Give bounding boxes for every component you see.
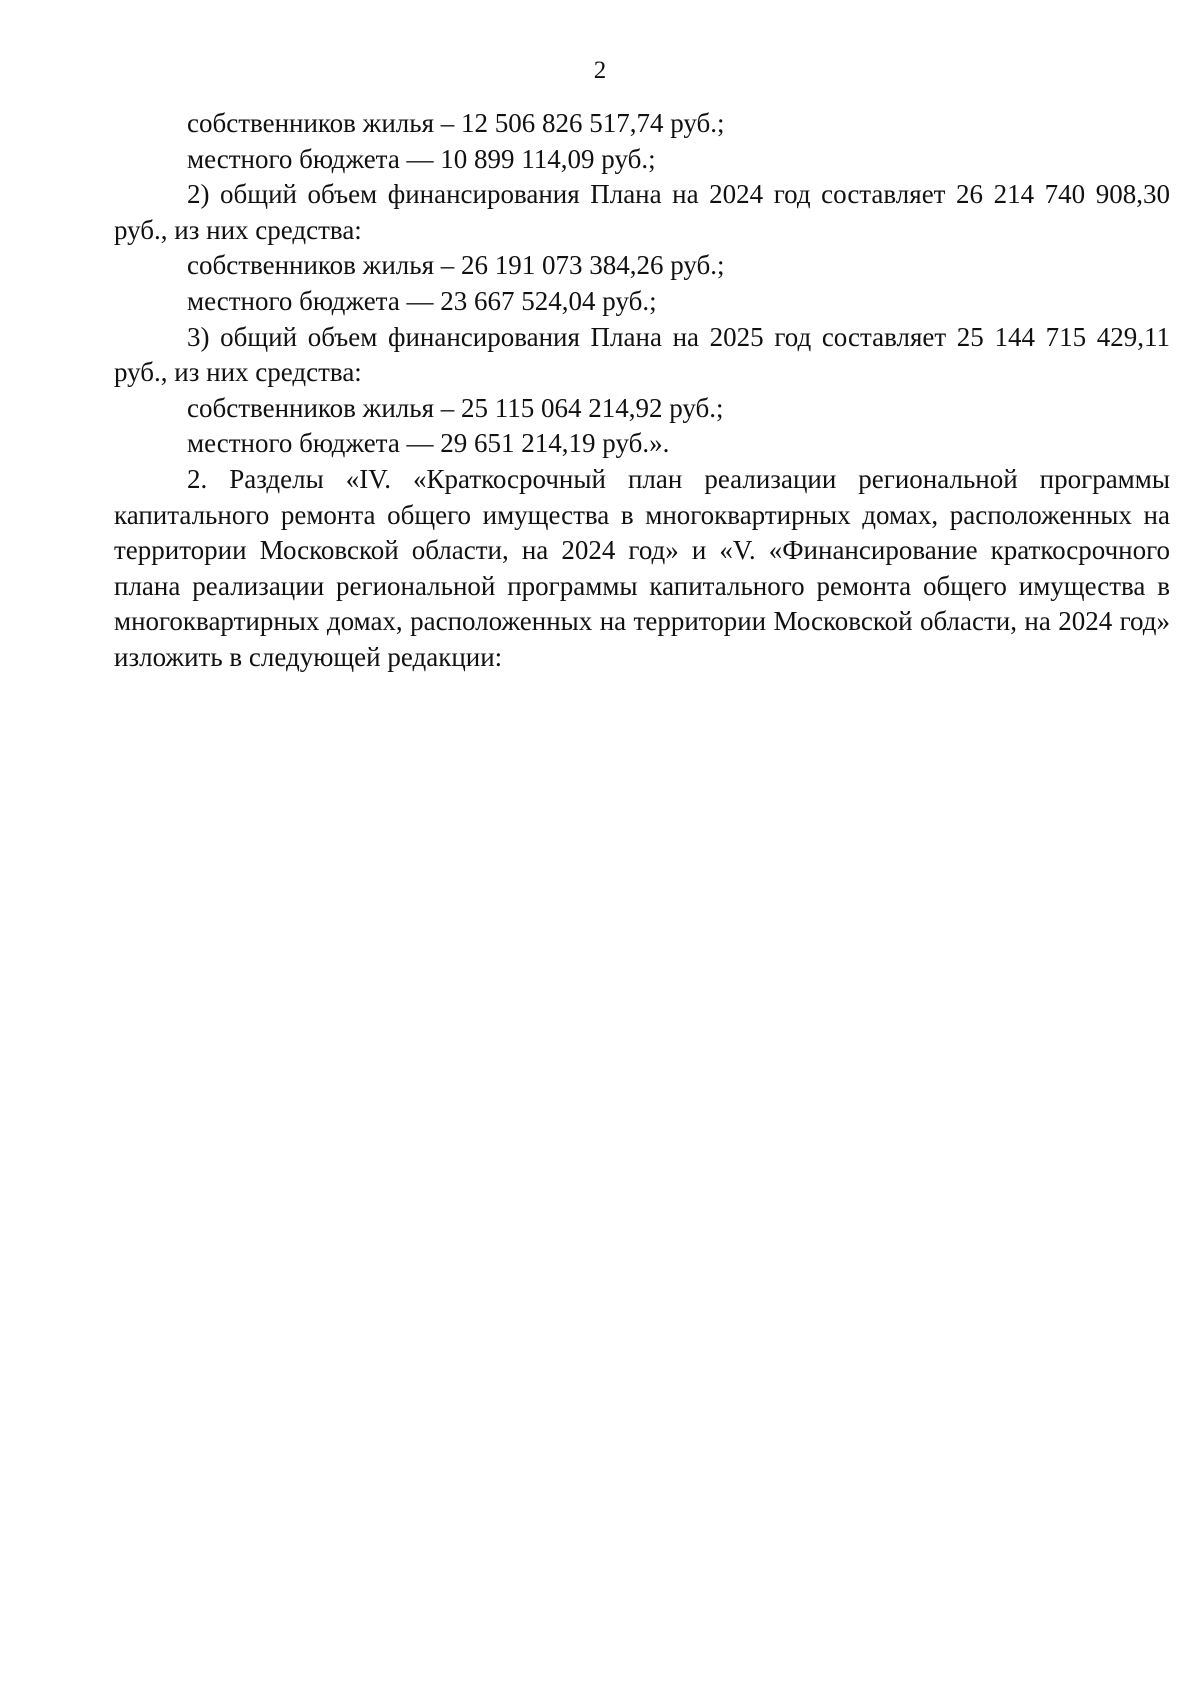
local-budget-line-2025: местного бюджета — 29 651 214,19 руб.».	[187, 428, 670, 459]
page-number: 2	[593, 57, 607, 84]
paragraph-plan-2025: 3) общий объем финансирования Плана на 2025 год составляет 25 144 715 429,11 руб., из них средства:	[114, 321, 1170, 388]
owners-funds-line-2025: собственников жилья – 25 115 064 214,92 руб.;	[187, 392, 724, 423]
paragraph-plan-2024: 2) общий объем финансирования Плана на 2024 год составляет 26 214 740 908,30 руб., из них средства:	[114, 179, 1170, 245]
owners-funds-line-2024: собственников жилья – 26 191 073 384,26 руб.;	[187, 250, 725, 281]
paragraph-sections-amendment: 2. Разделы «IV. «Краткосрочный план реализации региональной программы капитального ремонта общего имущества в многоквартирных домах, расположенных на территории Московской области, на 2024 год» и «V. «Финансирование краткосрочного плана реализации региональной программы капитального ремонта общего имущества в многоквартирных домах, расположенных на территории Московской области, на 2024 год» изложить в следующей редакции:	[114, 463, 1170, 672]
local-budget-line-2024: местного бюджета — 23 667 524,04 руб.;	[187, 285, 657, 316]
document-body	[114, 106, 1170, 676]
local-budget-line-2023: местного бюджета — 10 899 114,09 руб.;	[187, 143, 656, 174]
owners-funds-line-2023: собственников жилья – 12 506 826 517,74 руб.;	[187, 108, 725, 138]
